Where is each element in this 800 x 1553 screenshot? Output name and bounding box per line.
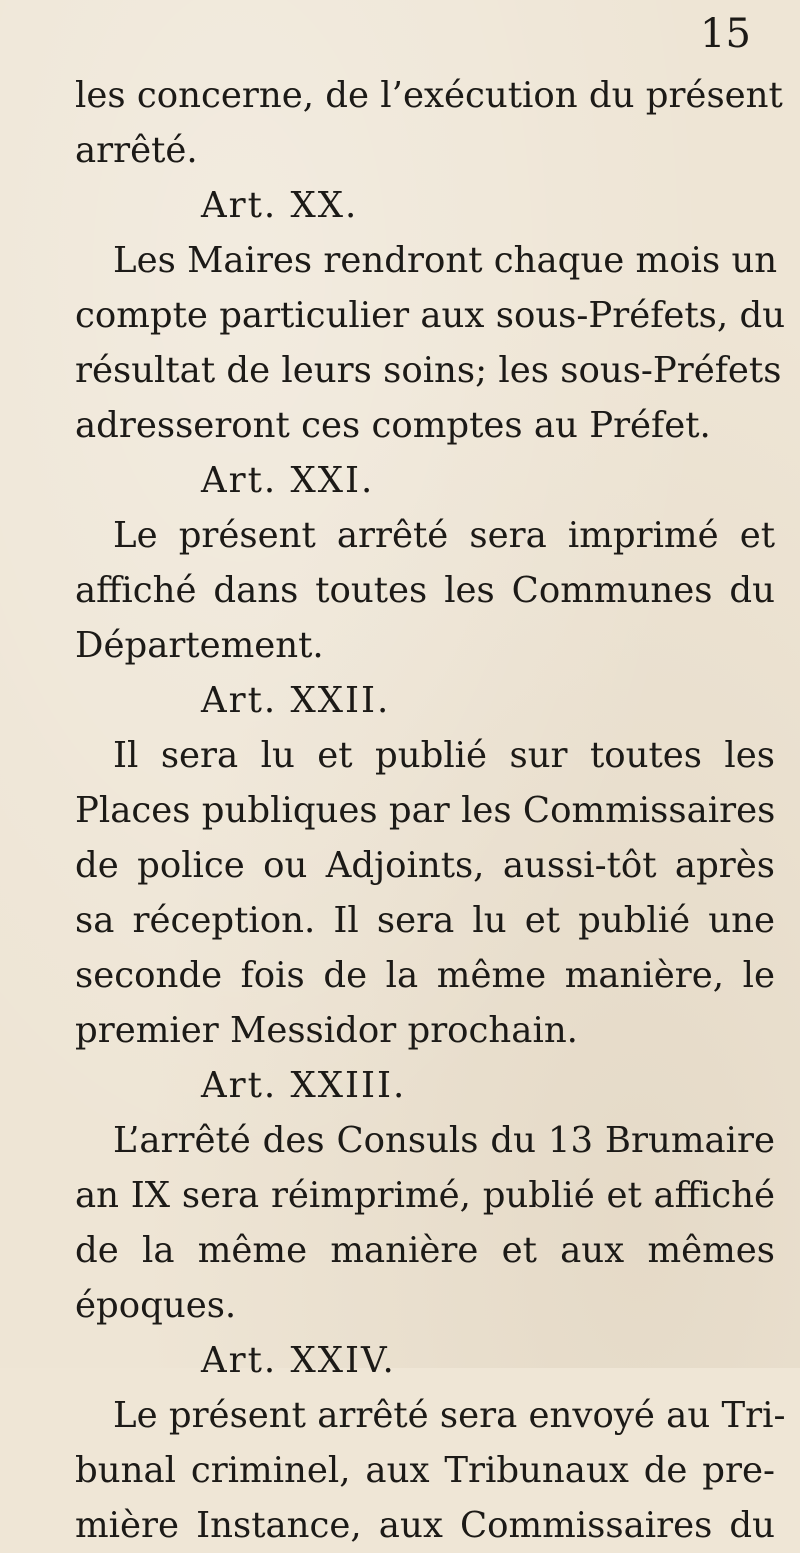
text-line: compte particulier aux sous-Préfets, du — [75, 295, 786, 336]
body-text — [75, 68, 786, 1553]
text-line: Département. — [75, 625, 324, 666]
text-line: époques. — [75, 1285, 237, 1326]
page-number: 15 — [700, 11, 751, 57]
text-line: Les Maires rendront chaque mois un — [113, 240, 778, 281]
text-line: résultat de leurs soins; les sous-Préfets — [75, 350, 782, 391]
article-heading: Art. XXIV. — [201, 1340, 396, 1381]
text-line: de la même manière et aux mêmes — [75, 1230, 775, 1271]
text-line: arrêté. — [75, 130, 198, 171]
text-line: L’arrêté des Consuls du 13 Brumaire — [113, 1120, 775, 1161]
text-line: seconde fois de la même manière, le — [75, 955, 775, 996]
text-line: bunal criminel, aux Tribunaux de pre- — [75, 1450, 775, 1491]
text-line: de police ou Adjoints, aussi-tôt après — [75, 845, 775, 886]
article-heading: Art. XX. — [201, 185, 359, 226]
text-line: les concerne, de l’exécution du présent — [75, 75, 783, 116]
text-line: premier Messidor prochain. — [75, 1010, 578, 1051]
text-line: Le présent arrêté sera imprimé et — [113, 515, 775, 556]
text-line: mière Instance, aux Commissaires du — [75, 1505, 775, 1546]
text-line: adresseront ces comptes au Préfet. — [75, 405, 711, 446]
article-heading: Art. XXII. — [201, 680, 391, 721]
article-heading: Art. XXI. — [201, 460, 375, 501]
text-line: Il sera lu et publié sur toutes les — [113, 735, 775, 776]
text-line: sa réception. Il sera lu et publié une — [75, 900, 775, 941]
text-line: affiché dans toutes les Communes du — [75, 570, 775, 611]
text-line: Le présent arrêté sera envoyé au Tri- — [113, 1395, 786, 1436]
text-line: Places publiques par les Commissaires — [75, 790, 776, 831]
text-line: an IX sera réimprimé, publié et affiché — [75, 1175, 775, 1216]
article-heading: Art. XXIII. — [201, 1065, 407, 1106]
